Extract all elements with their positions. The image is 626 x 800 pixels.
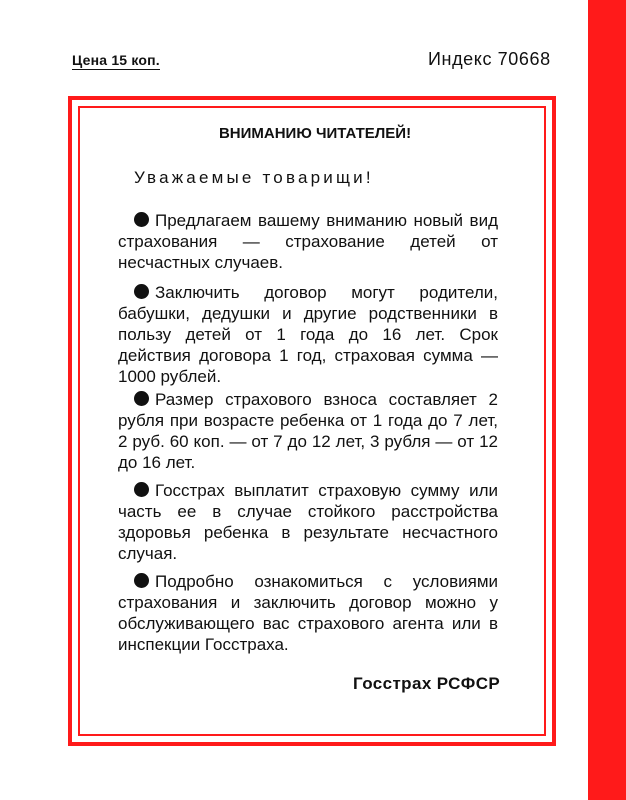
notice-paragraph	[118, 282, 498, 387]
paragraph-text: Госстрах выплатит страховую сумму или часть ее в случае стойкого расстройства здоровья ребенка в результате несчастного случая.	[118, 481, 498, 563]
paragraph-text: Предлагаем вашему вниманию новый вид страхования — страхование детей от несчастных случаев.	[118, 211, 498, 272]
bullet-icon	[134, 391, 149, 406]
bullet-icon	[134, 284, 149, 299]
paragraph-text: Размер страхового взноса составляет 2 рубля при возрасте ребенка от 1 года до 7 лет, 2 руб. 60 коп. — от 7 до 12 лет, 3 рубля — от 12 до 16 лет.	[118, 390, 498, 472]
notice-greeting: Уважаемые товарищи!	[134, 168, 374, 187]
notice-paragraph	[118, 389, 498, 473]
notice-signature: Госстрах РСФСР	[353, 674, 501, 693]
price-label: Цена 15 коп.	[72, 52, 160, 68]
notice-paragraph	[118, 571, 498, 655]
notice-paragraph	[118, 480, 498, 564]
bullet-icon	[134, 573, 149, 588]
paragraph-text: Заключить договор могут родители, бабушки, дедушки и другие родственники в пользу детей от 1 года до 16 лет. Срок действия договора 1 год, страховая сумма — 1000 рублей.	[118, 283, 498, 386]
bullet-icon	[134, 482, 149, 497]
paragraph-text: Подробно ознакомиться с условиями страхования и заключить договор можно у обслуживающего вас страхового агента или в инспекции Госстраха.	[118, 572, 498, 654]
red-edge-strip	[588, 0, 626, 800]
notice-paragraph	[118, 210, 498, 273]
notice-title: ВНИМАНИЮ ЧИТАТЕЛЕЙ!	[218, 125, 412, 142]
index-label: Индекс 70668	[428, 49, 551, 69]
bullet-icon	[134, 212, 149, 227]
